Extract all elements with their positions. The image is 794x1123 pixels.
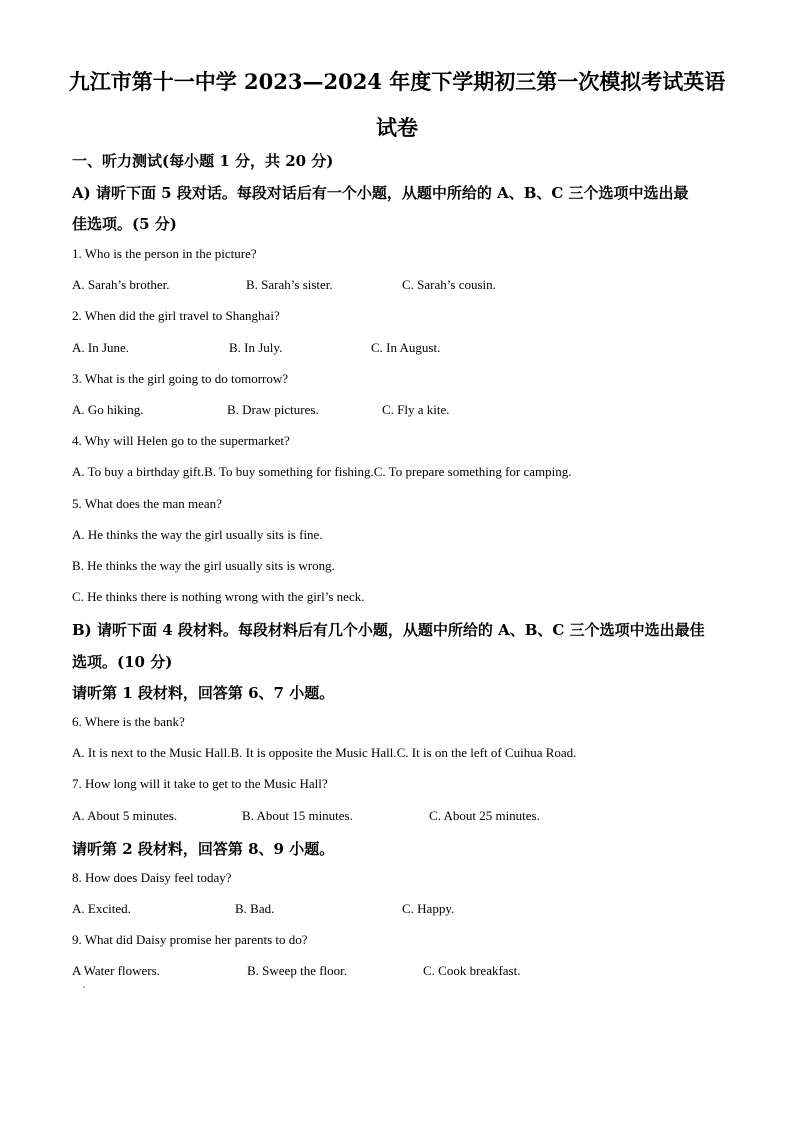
q9-option-a: A Water flowers. bbox=[72, 963, 160, 978]
q8-option-c: C. Happy. bbox=[402, 901, 455, 916]
question-9: 9. What did Daisy promise her parents to do? bbox=[72, 932, 308, 947]
part-b-instructions-line1: B) 请听下面 4 段材料。每段材料后有几个小题，从题中所给的 A、B、C 三个选项中选出最佳 bbox=[72, 621, 705, 639]
q3-option-c: C. Fly a kite. bbox=[382, 402, 450, 417]
q3-option-a: A. Go hiking. bbox=[72, 402, 144, 417]
q7-option-a: A. About 5 minutes. bbox=[72, 808, 178, 823]
q5-option-a: A. He thinks the way the girl usually sits is fine. bbox=[72, 527, 323, 542]
q5-option-b: B. He thinks the way the girl usually sits is wrong. bbox=[72, 558, 335, 573]
q4-options: A. To buy a birthday gift.B. To buy something for fishing.C. To prepare something for camping. bbox=[72, 464, 572, 479]
material-2-instruction: 请听第 2 段材料，回答第 8、9 小题。 bbox=[72, 840, 335, 858]
exam-title-line1: 九江市第十一中学 2023—2024 年度下学期初三第一次模拟考试英语 bbox=[68, 69, 726, 94]
part-a-instructions-line2: 佳选项。(5 分) bbox=[72, 215, 177, 233]
q7-option-c: C. About 25 minutes. bbox=[429, 808, 540, 823]
q2-option-b: B. In July. bbox=[229, 340, 283, 355]
q9-option-b: B. Sweep the floor. bbox=[247, 963, 348, 978]
question-1: 1. Who is the person in the picture? bbox=[72, 246, 257, 261]
q1-option-c: C. Sarah’s cousin. bbox=[402, 277, 496, 292]
q3-option-b: B. Draw pictures. bbox=[227, 402, 319, 417]
exam-title-line2: 试卷 bbox=[376, 115, 418, 140]
q6-options: A. It is next to the Music Hall.B. It is opposite the Music Hall.C. It is on the left of Cuihua Road. bbox=[72, 745, 577, 760]
q1-option-a: A. Sarah’s brother. bbox=[72, 277, 170, 292]
stray-mark bbox=[83, 986, 85, 988]
q7-option-b: B. About 15 minutes. bbox=[242, 808, 353, 823]
question-4: 4. Why will Helen go to the supermarket? bbox=[72, 433, 290, 448]
q8-option-b: B. Bad. bbox=[235, 901, 275, 916]
section-heading-listening: 一、听力测试(每小题 1 分，共 20 分) bbox=[72, 152, 334, 170]
q5-option-c: C. He thinks there is nothing wrong with the girl’s neck. bbox=[72, 589, 365, 604]
q1-option-b: B. Sarah’s sister. bbox=[246, 277, 333, 292]
part-b-instructions-line2: 选项。(10 分) bbox=[72, 653, 173, 671]
question-6: 6. Where is the bank? bbox=[72, 714, 185, 729]
q2-option-c: C. In August. bbox=[371, 340, 441, 355]
material-1-instruction: 请听第 1 段材料，回答第 6、7 小题。 bbox=[72, 684, 335, 702]
part-a-instructions-line1: A) 请听下面 5 段对话。每段对话后有一个小题，从题中所给的 A、B、C 三个选项中选出最 bbox=[72, 184, 689, 202]
question-2: 2. When did the girl travel to Shanghai? bbox=[72, 308, 280, 323]
question-5: 5. What does the man mean? bbox=[72, 496, 222, 511]
question-7: 7. How long will it take to get to the Music Hall? bbox=[72, 776, 328, 791]
q9-option-c: C. Cook breakfast. bbox=[423, 963, 521, 978]
q2-option-a: A. In June. bbox=[72, 340, 130, 355]
question-3: 3. What is the girl going to do tomorrow? bbox=[72, 371, 289, 386]
question-8: 8. How does Daisy feel today? bbox=[72, 870, 232, 885]
q8-option-a: A. Excited. bbox=[72, 901, 131, 916]
